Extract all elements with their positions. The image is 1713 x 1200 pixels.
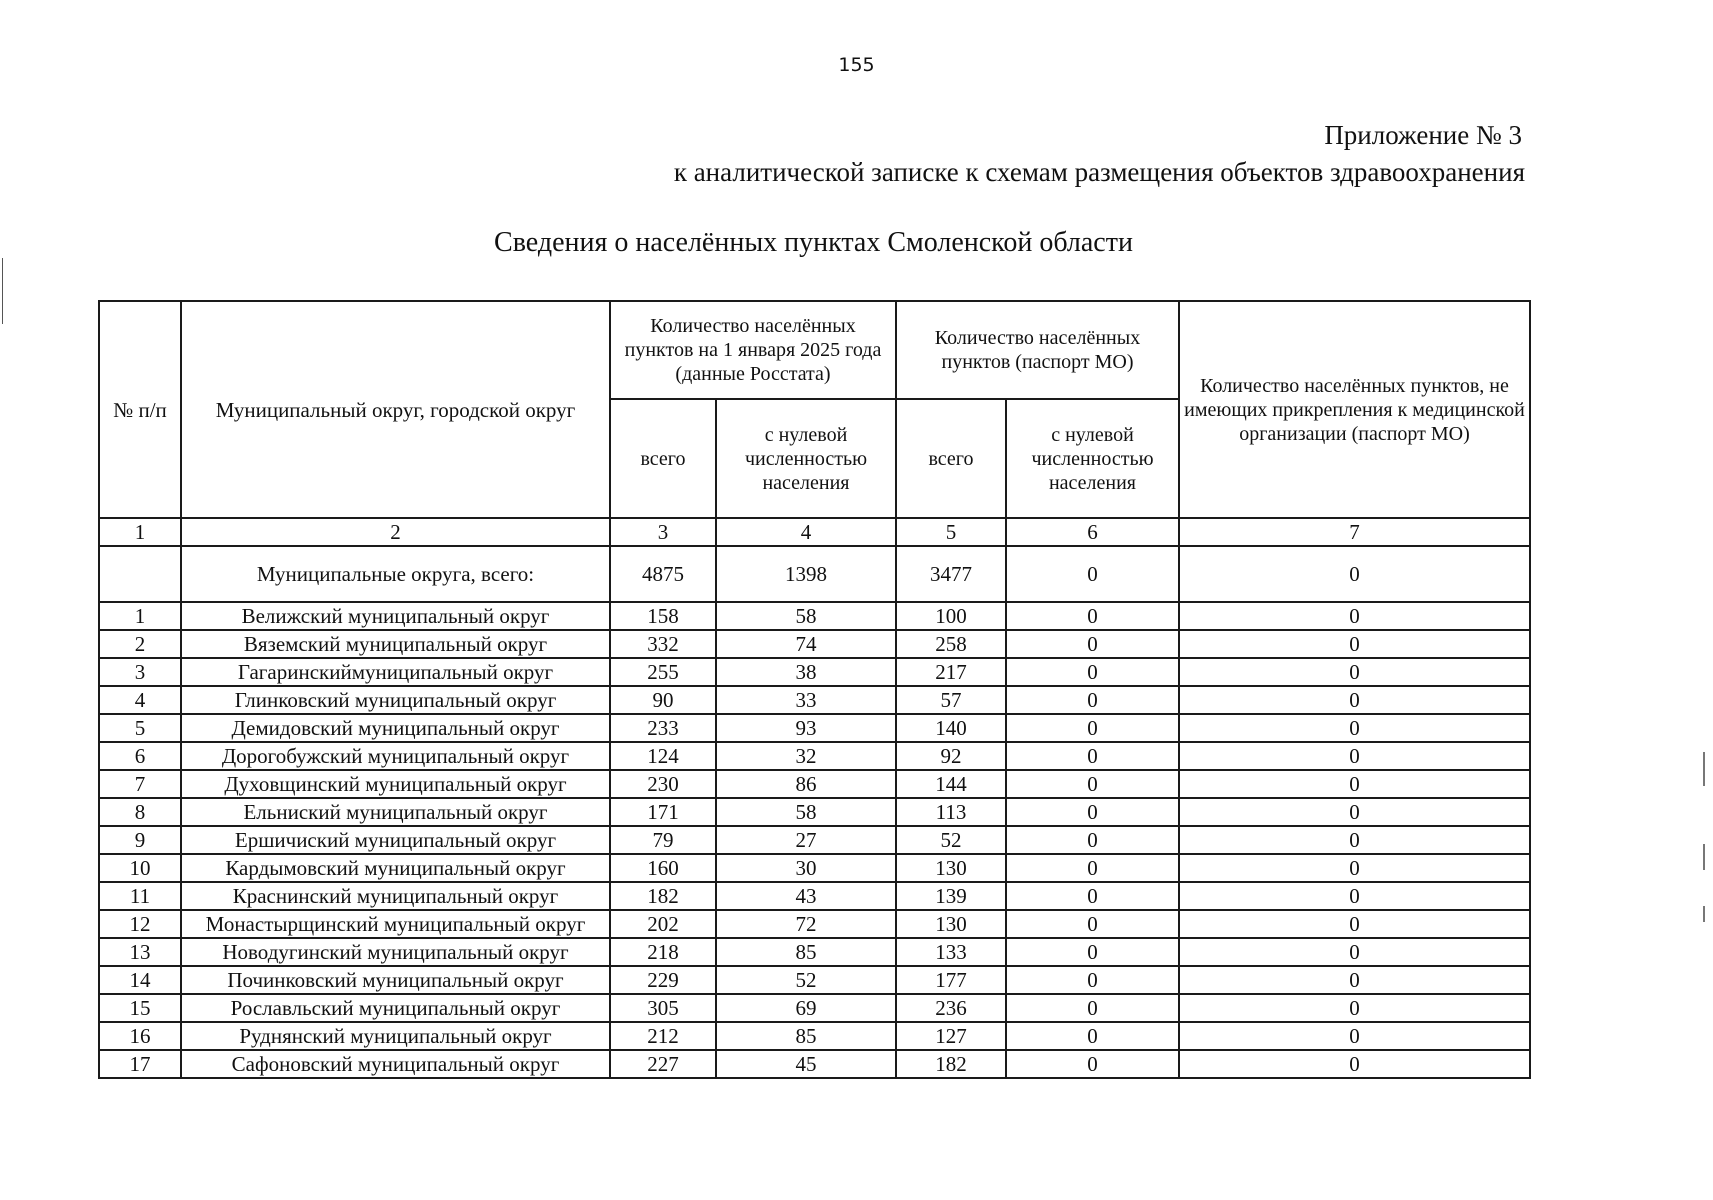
row-rosstat-total: 305 [610,994,716,1022]
row-no-attachment: 0 [1179,602,1530,630]
row-district-name: Дорогобужский муниципальный округ [181,742,610,770]
total-label: Муниципальные округа, всего: [181,546,610,602]
row-passport-total: 236 [896,994,1006,1022]
row-np: 9 [99,826,181,854]
row-passport-zero: 0 [1006,658,1179,686]
table-row [99,742,1530,770]
row-np: 8 [99,798,181,826]
row-district-name: Ершичиский муниципальный округ [181,826,610,854]
row-passport-zero: 0 [1006,910,1179,938]
table-row [99,854,1530,882]
row-np: 15 [99,994,181,1022]
row-passport-zero: 0 [1006,686,1179,714]
row-district-name: Краснинский муниципальный округ [181,882,610,910]
table-row [99,882,1530,910]
row-rosstat-zero: 74 [716,630,896,658]
table-body [99,518,1530,1078]
column-number: 4 [716,518,896,546]
column-number: 7 [1179,518,1530,546]
scan-edge-line [2,258,3,324]
row-passport-total: 57 [896,686,1006,714]
document-title: Сведения о населённых пунктах Смоленской области [494,227,1133,258]
header-district: Муниципальный округ, городской округ [181,301,610,518]
row-passport-total: 133 [896,938,1006,966]
row-rosstat-total: 182 [610,882,716,910]
row-passport-zero: 0 [1006,770,1179,798]
row-passport-total: 258 [896,630,1006,658]
row-np: 4 [99,686,181,714]
row-passport-total: 127 [896,1022,1006,1050]
row-district-name: Рославльский муниципальный округ [181,994,610,1022]
row-np: 10 [99,854,181,882]
row-district-name: Вяземский муниципальный округ [181,630,610,658]
table-row [99,714,1530,742]
row-passport-zero: 0 [1006,714,1179,742]
table-row [99,1022,1530,1050]
row-passport-total: 130 [896,854,1006,882]
table-row [99,770,1530,798]
row-rosstat-total: 332 [610,630,716,658]
row-passport-zero: 0 [1006,602,1179,630]
scan-edge-mark [1703,752,1705,786]
row-rosstat-zero: 85 [716,938,896,966]
table-row [99,1050,1530,1078]
column-number: 2 [181,518,610,546]
header-no-attachment: Количество населённых пунктов, не имеющих прикрепления к медицинской организации (паспорт МО) [1179,301,1530,518]
row-no-attachment: 0 [1179,798,1530,826]
total-rosstat-total: 4875 [610,546,716,602]
row-district-name: Руднянский муниципальный округ [181,1022,610,1050]
column-number-row [99,518,1530,546]
page-number: 155 [838,54,875,76]
row-no-attachment: 0 [1179,966,1530,994]
table-row [99,966,1530,994]
row-passport-zero: 0 [1006,882,1179,910]
column-number: 1 [99,518,181,546]
row-no-attachment: 0 [1179,686,1530,714]
row-rosstat-zero: 93 [716,714,896,742]
row-rosstat-total: 233 [610,714,716,742]
row-district-name: Глинковский муниципальный округ [181,686,610,714]
row-district-name: Монастырщинский муниципальный округ [181,910,610,938]
row-district-name: Демидовский муниципальный округ [181,714,610,742]
row-np: 1 [99,602,181,630]
row-passport-zero: 0 [1006,938,1179,966]
row-district-name: Сафоновский муниципальный округ [181,1050,610,1078]
row-rosstat-total: 212 [610,1022,716,1050]
total-passport-zero: 0 [1006,546,1179,602]
row-np: 12 [99,910,181,938]
column-number: 5 [896,518,1006,546]
table-row [99,994,1530,1022]
row-passport-zero: 0 [1006,994,1179,1022]
row-district-name: Гагаринскиймуниципальный округ [181,658,610,686]
total-passport-total: 3477 [896,546,1006,602]
row-no-attachment: 0 [1179,882,1530,910]
row-passport-zero: 0 [1006,854,1179,882]
row-np: 5 [99,714,181,742]
row-passport-total: 113 [896,798,1006,826]
row-no-attachment: 0 [1179,1050,1530,1078]
row-rosstat-zero: 32 [716,742,896,770]
row-rosstat-total: 202 [610,910,716,938]
row-rosstat-total: 160 [610,854,716,882]
row-passport-zero: 0 [1006,966,1179,994]
row-rosstat-zero: 86 [716,770,896,798]
row-np: 14 [99,966,181,994]
row-np: 2 [99,630,181,658]
row-district-name: Новодугинский муниципальный округ [181,938,610,966]
row-np: 17 [99,1050,181,1078]
scan-edge-mark [1703,906,1705,922]
row-rosstat-total: 171 [610,798,716,826]
row-rosstat-zero: 58 [716,602,896,630]
row-np: 13 [99,938,181,966]
total-row [99,546,1530,602]
row-no-attachment: 0 [1179,994,1530,1022]
scan-edge-mark [1703,844,1705,870]
row-passport-zero: 0 [1006,826,1179,854]
row-passport-total: 52 [896,826,1006,854]
row-passport-total: 100 [896,602,1006,630]
settlements-table [98,300,1531,1079]
row-rosstat-zero: 69 [716,994,896,1022]
row-rosstat-total: 230 [610,770,716,798]
row-passport-total: 144 [896,770,1006,798]
row-passport-zero: 0 [1006,630,1179,658]
row-passport-zero: 0 [1006,742,1179,770]
row-passport-zero: 0 [1006,1022,1179,1050]
row-np: 16 [99,1022,181,1050]
header-passport-zero: с нулевой численностью населения [1006,399,1179,518]
row-np: 7 [99,770,181,798]
row-passport-total: 217 [896,658,1006,686]
row-rosstat-zero: 30 [716,854,896,882]
appendix-title: Приложение № 3 [1324,120,1522,150]
row-rosstat-zero: 58 [716,798,896,826]
header-passport-total: всего [896,399,1006,518]
row-passport-total: 139 [896,882,1006,910]
row-no-attachment: 0 [1179,826,1530,854]
row-no-attachment: 0 [1179,854,1530,882]
table-row [99,686,1530,714]
row-no-attachment: 0 [1179,938,1530,966]
row-rosstat-zero: 43 [716,882,896,910]
row-rosstat-total: 90 [610,686,716,714]
row-passport-total: 177 [896,966,1006,994]
row-district-name: Починковский муниципальный округ [181,966,610,994]
row-rosstat-total: 124 [610,742,716,770]
table-row [99,910,1530,938]
row-rosstat-total: 229 [610,966,716,994]
row-rosstat-zero: 45 [716,1050,896,1078]
row-no-attachment: 0 [1179,1022,1530,1050]
row-passport-total: 182 [896,1050,1006,1078]
header-rosstat-group: Количество населённых пунктов на 1 января 2025 года (данные Росстата) [610,301,896,399]
row-no-attachment: 0 [1179,714,1530,742]
table-row [99,602,1530,630]
header-passport-group: Количество населённых пунктов (паспорт МО) [896,301,1179,399]
header-np: № п/п [99,301,181,518]
row-rosstat-zero: 52 [716,966,896,994]
column-number: 6 [1006,518,1179,546]
row-district-name: Кардымовский муниципальный округ [181,854,610,882]
table-row [99,630,1530,658]
row-passport-total: 140 [896,714,1006,742]
row-passport-total: 130 [896,910,1006,938]
row-no-attachment: 0 [1179,742,1530,770]
row-district-name: Велижский муниципальный округ [181,602,610,630]
total-np [99,546,181,602]
table-row [99,798,1530,826]
appendix-subtitle: к аналитической записке к схемам размещения объектов здравоохранения [673,157,1525,187]
row-rosstat-zero: 33 [716,686,896,714]
row-rosstat-zero: 27 [716,826,896,854]
table-header [99,301,1530,518]
header-rosstat-zero: с нулевой численностью населения [716,399,896,518]
row-district-name: Ельниский муниципальный округ [181,798,610,826]
column-number: 3 [610,518,716,546]
header-rosstat-total: всего [610,399,716,518]
row-district-name: Духовщинский муниципальный округ [181,770,610,798]
row-np: 3 [99,658,181,686]
row-passport-zero: 0 [1006,798,1179,826]
row-np: 6 [99,742,181,770]
row-passport-total: 92 [896,742,1006,770]
total-rosstat-zero: 1398 [716,546,896,602]
row-rosstat-zero: 85 [716,1022,896,1050]
table-row [99,826,1530,854]
total-no-attachment: 0 [1179,546,1530,602]
row-no-attachment: 0 [1179,630,1530,658]
row-rosstat-total: 79 [610,826,716,854]
row-no-attachment: 0 [1179,658,1530,686]
table-row [99,938,1530,966]
row-no-attachment: 0 [1179,910,1530,938]
row-rosstat-total: 218 [610,938,716,966]
row-rosstat-zero: 72 [716,910,896,938]
table-row [99,658,1530,686]
row-np: 11 [99,882,181,910]
row-no-attachment: 0 [1179,770,1530,798]
row-rosstat-zero: 38 [716,658,896,686]
row-rosstat-total: 255 [610,658,716,686]
row-rosstat-total: 227 [610,1050,716,1078]
row-passport-zero: 0 [1006,1050,1179,1078]
row-rosstat-total: 158 [610,602,716,630]
